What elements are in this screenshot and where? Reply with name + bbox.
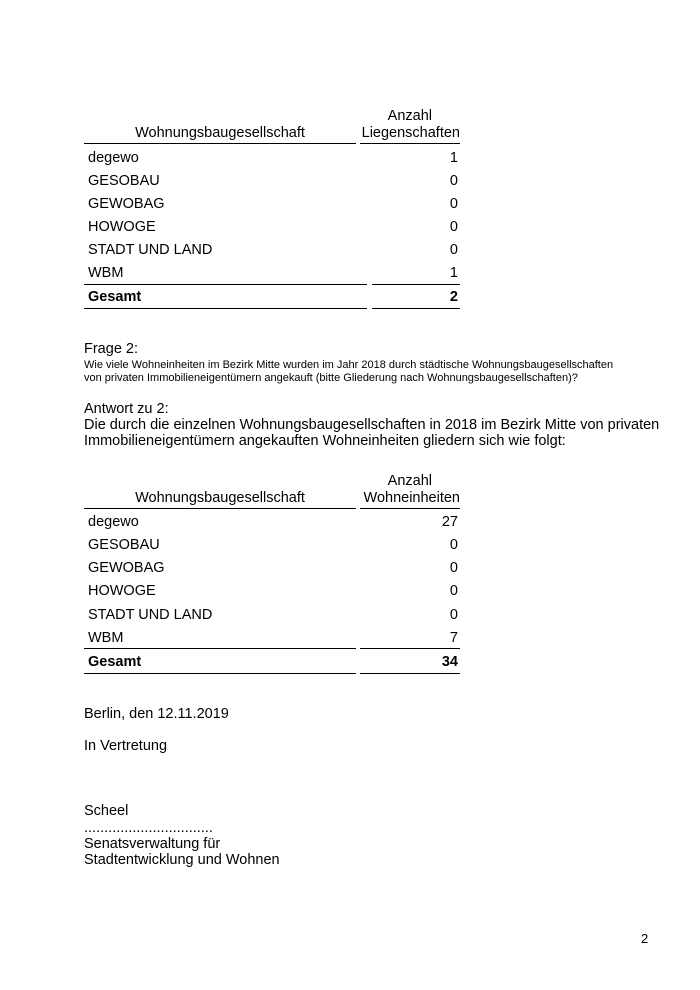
row-value: 1 [449, 150, 458, 166]
total-underline [84, 308, 367, 309]
table-header-count [360, 108, 460, 142]
question-line: von privaten Immobilieneigentümern angekauft (bitte Gliederung nach Wohnungsbaugesellschaften)? [84, 372, 578, 384]
total-underline [84, 673, 356, 674]
header-divider [360, 508, 460, 509]
row-value: 0 [449, 173, 458, 189]
row-value: 0 [449, 537, 458, 553]
row-value: 0 [449, 583, 458, 599]
question-line: Wie viele Wohneinheiten im Bezirk Mitte wurden im Jahr 2018 durch städtische Wohnungsbaugesellschaften [84, 359, 614, 371]
table-row [84, 196, 460, 216]
total-underline [360, 673, 460, 674]
place-date: Berlin, den 12.11.2019 [84, 706, 229, 722]
total-divider [372, 284, 460, 285]
row-value: 0 [449, 219, 458, 235]
organization-line: Senatsverwaltung für [84, 836, 221, 852]
table-total-row [84, 654, 460, 674]
total-divider [360, 648, 460, 649]
row-value: 0 [449, 196, 458, 212]
table-row [84, 560, 460, 580]
row-name: HOWOGE [88, 583, 156, 599]
table-row [84, 537, 460, 557]
on-behalf: In Vertretung [84, 738, 168, 754]
total-label: Gesamt [88, 289, 142, 305]
signature-dots: ................................ [84, 820, 213, 836]
table-wohneinheiten [84, 473, 460, 675]
header-divider [84, 508, 356, 509]
answer-label: Antwort zu 2: [84, 401, 169, 417]
row-name: WBM [88, 265, 124, 281]
row-value: 1 [449, 265, 458, 281]
signatory-name: Scheel [84, 803, 129, 819]
row-value: 0 [449, 607, 458, 623]
organization-line: Stadtentwicklung und Wohnen [84, 852, 280, 868]
table-row [84, 150, 460, 170]
table-header-count-line2: Liegenschaften [361, 125, 460, 141]
answer-line: Immobilieneigentümern angekauften Wohneinheiten gliedern sich wie folgt: [84, 433, 566, 449]
row-name: GEWOBAG [88, 560, 165, 576]
row-name: GESOBAU [88, 173, 160, 189]
row-name: degewo [88, 150, 139, 166]
header-divider [360, 143, 460, 144]
table-row [84, 583, 460, 603]
row-name: HOWOGE [88, 219, 156, 235]
table-row [84, 607, 460, 627]
table-row [84, 265, 460, 285]
total-underline [372, 308, 460, 309]
total-label: Gesamt [88, 654, 142, 670]
row-name: WBM [88, 630, 124, 646]
table-row [84, 514, 460, 534]
row-value: 7 [449, 630, 458, 646]
answer-line: Die durch die einzelnen Wohnungsbaugesellschaften in 2018 im Bezirk Mitte von privaten [84, 417, 660, 433]
question-label: Frage 2: [84, 341, 138, 357]
total-value: 34 [441, 654, 458, 670]
table-header-count [360, 473, 460, 507]
row-name: degewo [88, 514, 139, 530]
row-name: GEWOBAG [88, 196, 165, 212]
table-row [84, 219, 460, 239]
row-name: STADT UND LAND [88, 242, 213, 258]
table-header-count-line2: Wohneinheiten [363, 490, 460, 506]
row-value: 0 [449, 242, 458, 258]
row-name: GESOBAU [88, 537, 160, 553]
row-value: 27 [441, 514, 458, 530]
row-value: 0 [449, 560, 458, 576]
table-row [84, 630, 460, 650]
table-row [84, 242, 460, 262]
header-divider [84, 143, 356, 144]
table-header-company: Wohnungsbaugesellschaft [135, 125, 305, 141]
page-number: 2 [641, 931, 649, 946]
total-value: 2 [449, 289, 458, 305]
table-header-count-line1: Anzahl [387, 108, 432, 124]
total-divider [84, 648, 356, 649]
table-header-count-line1: Anzahl [387, 473, 432, 489]
table-total-row [84, 289, 460, 309]
table-row [84, 173, 460, 193]
table-liegenschaften [84, 108, 460, 310]
total-divider [84, 284, 367, 285]
row-name: STADT UND LAND [88, 607, 213, 623]
table-header-company: Wohnungsbaugesellschaft [135, 490, 305, 506]
